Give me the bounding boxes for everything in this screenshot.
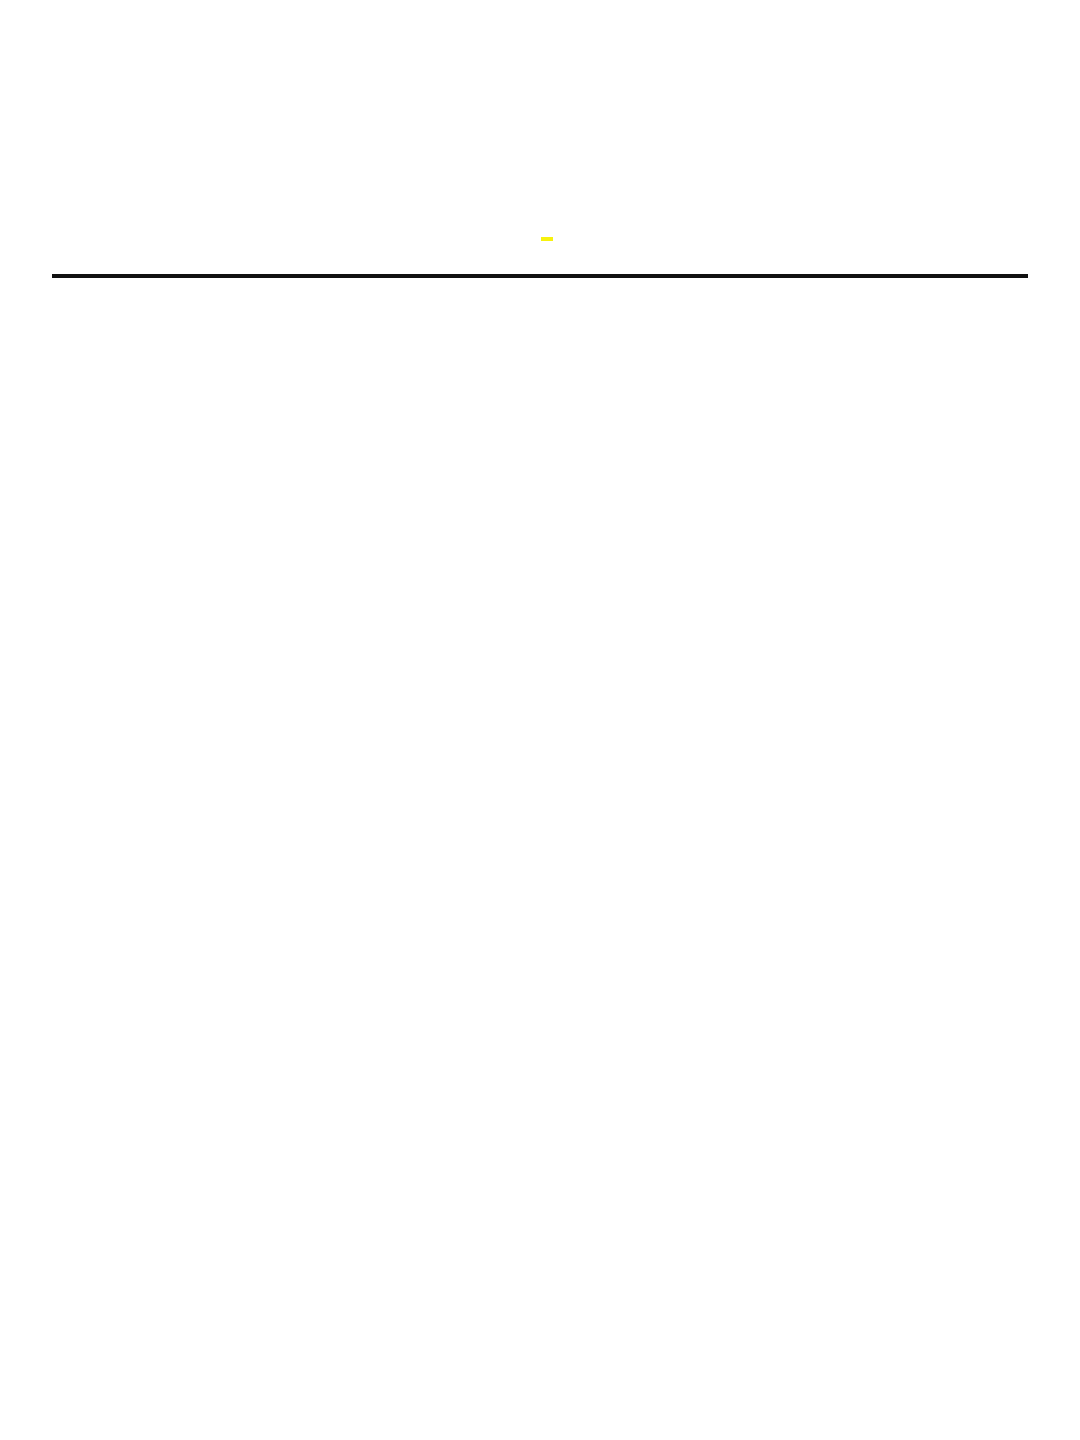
title-divider <box>52 274 1028 278</box>
title-count-highlight <box>541 237 553 241</box>
title-line-1 <box>0 58 1080 148</box>
title-line-2 <box>0 160 1080 270</box>
